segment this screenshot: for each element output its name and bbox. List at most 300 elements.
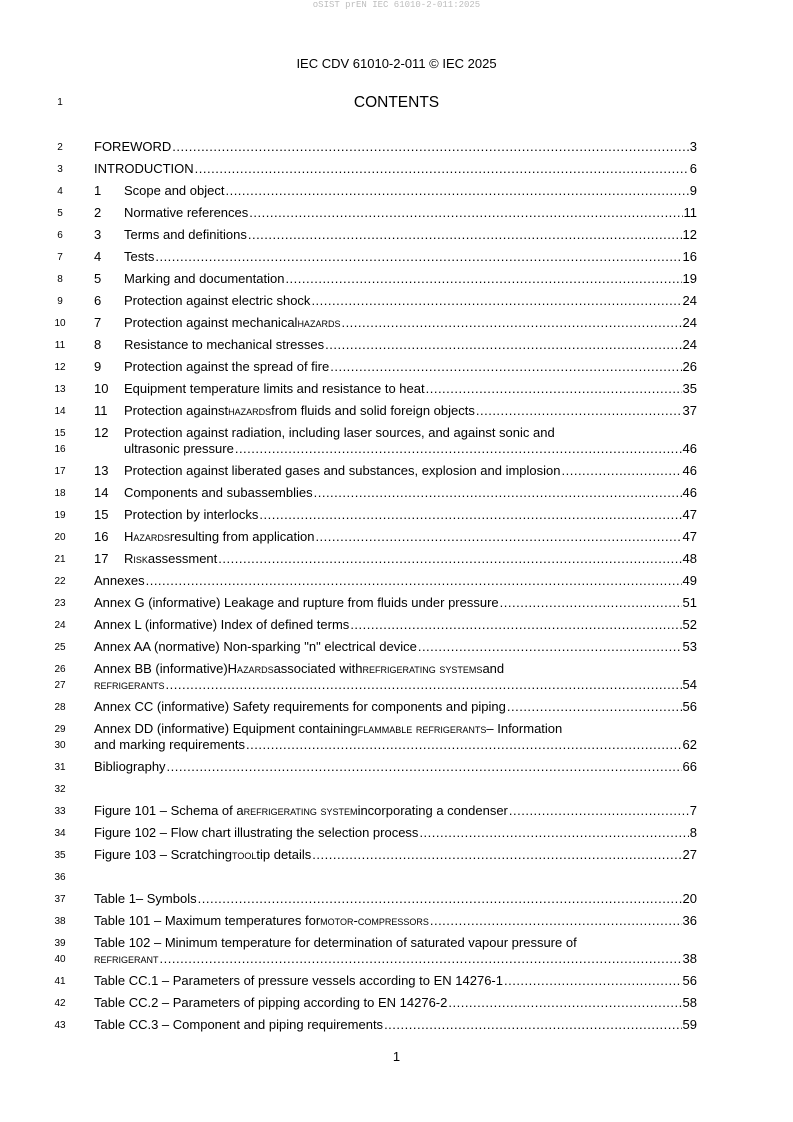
entry-title: Protection against mechanical — [124, 315, 298, 330]
line-number: 35 — [54, 850, 66, 861]
dot-leader — [146, 573, 682, 589]
toc-line — [0, 507, 793, 523]
line-number: 17 — [54, 466, 66, 477]
line-number: 34 — [54, 828, 66, 839]
entry-title: Table CC.3 – Component and piping requirements — [94, 1017, 384, 1032]
toc-line — [0, 403, 793, 419]
page-ref[interactable]: 3 — [689, 139, 697, 154]
toc-entry[interactable] — [0, 315, 793, 337]
toc-line — [0, 485, 793, 501]
page-ref[interactable]: 52 — [682, 617, 697, 632]
toc-entry-text[interactable] — [94, 271, 697, 287]
toc-line — [0, 935, 793, 951]
clause-number: 1 — [94, 183, 102, 198]
toc-line — [0, 205, 793, 221]
page-ref[interactable]: 58 — [682, 995, 697, 1010]
toc-line — [0, 551, 793, 567]
toc-entry — [0, 781, 793, 803]
toc-entry[interactable] — [0, 359, 793, 381]
page-ref[interactable]: 11 — [683, 205, 697, 220]
line-number: 5 — [57, 208, 63, 219]
toc-line — [0, 617, 793, 633]
dot-leader — [330, 359, 681, 375]
clause-number: 16 — [94, 529, 109, 544]
defined-term: refrigerating system — [243, 803, 358, 818]
entry-title: Protection against liberated gases and substances, explosion and implosion — [124, 463, 561, 478]
toc-line — [0, 759, 793, 775]
line-number: 29 — [54, 724, 66, 735]
toc-entry[interactable] — [0, 551, 793, 573]
dot-leader — [311, 293, 681, 309]
entry-title: Figure 102 – Flow chart illustrating the selection process — [94, 825, 419, 840]
toc-entry[interactable] — [0, 995, 793, 1017]
dot-leader — [384, 1017, 681, 1033]
line-number: 13 — [54, 384, 66, 395]
page-ref[interactable]: 49 — [682, 573, 697, 588]
toc-line — [0, 781, 793, 797]
toc-line — [0, 737, 793, 753]
line-number: 24 — [54, 620, 66, 631]
dot-leader — [504, 973, 682, 989]
page-ref[interactable]: 19 — [682, 271, 697, 286]
page-ref[interactable]: 24 — [682, 337, 697, 352]
toc-entry-text[interactable] — [94, 337, 697, 353]
entry-title: and — [482, 661, 505, 676]
toc-line — [0, 639, 793, 655]
line-number: 39 — [54, 938, 66, 949]
toc-line — [0, 825, 793, 841]
toc-line — [0, 869, 793, 885]
toc-entry[interactable] — [0, 935, 793, 973]
toc-line — [0, 913, 793, 929]
toc-entry-text[interactable] — [94, 139, 697, 155]
toc-entry[interactable] — [0, 973, 793, 995]
dot-leader — [218, 551, 681, 567]
entry-title: ultrasonic pressure — [124, 441, 234, 456]
defined-term: flammable refrigerants — [357, 721, 487, 736]
clause-number: 2 — [94, 205, 102, 220]
toc-entry-text[interactable] — [94, 721, 697, 737]
toc-line — [0, 847, 793, 863]
page-ref[interactable]: 8 — [689, 825, 697, 840]
entry-title: Protection against — [124, 403, 229, 418]
toc-entry[interactable] — [0, 271, 793, 293]
toc-entry[interactable] — [0, 595, 793, 617]
dot-leader — [285, 271, 681, 287]
line-number: 27 — [54, 680, 66, 691]
toc-line — [0, 359, 793, 375]
toc-line — [0, 1017, 793, 1033]
toc-entry-text[interactable] — [94, 935, 697, 951]
toc-entry[interactable] — [0, 759, 793, 781]
line-number: 2 — [57, 142, 63, 153]
entry-title: Annex CC (informative) Safety requirements for components and piping — [94, 699, 506, 714]
dot-leader — [562, 463, 682, 479]
entry-title: Protection against electric shock — [124, 293, 311, 308]
entry-title: Table CC.2 – Parameters of pipping according to EN 14276-2 — [94, 995, 448, 1010]
entry-title: Protection against radiation, including laser sources, and against sonic and — [124, 425, 555, 440]
entry-title: Marking and documentation — [124, 271, 285, 286]
dot-leader — [235, 441, 682, 457]
toc-entry-text[interactable] — [94, 737, 697, 753]
toc-line — [0, 677, 793, 693]
toc-entry-text[interactable] — [94, 677, 697, 693]
dot-leader — [166, 677, 682, 693]
defined-term: Hazards — [124, 529, 170, 544]
toc-line — [0, 973, 793, 989]
entry-title: Protection by interlocks — [124, 507, 259, 522]
toc-entry[interactable] — [0, 485, 793, 507]
toc-entry-text[interactable] — [94, 995, 697, 1011]
toc-entry-text[interactable] — [94, 803, 697, 819]
line-number: 28 — [54, 702, 66, 713]
page-ref[interactable]: 46 — [682, 463, 697, 478]
toc-entry[interactable] — [0, 913, 793, 935]
entry-title: Table 1– Symbols — [94, 891, 197, 906]
line-number: 11 — [54, 340, 66, 351]
entry-title: Tests — [124, 249, 155, 264]
clause-number: 3 — [94, 227, 102, 242]
entry-title: Normative references — [124, 205, 249, 220]
clause-number: 17 — [94, 551, 109, 566]
toc-entry[interactable] — [0, 803, 793, 825]
dot-leader — [312, 847, 681, 863]
toc-entry[interactable] — [0, 507, 793, 529]
toc-line — [0, 425, 793, 441]
page-ref[interactable]: 6 — [689, 161, 697, 176]
toc-entry-text[interactable] — [94, 759, 697, 775]
entry-title: Equipment temperature limits and resistance to heat — [124, 381, 425, 396]
dot-leader — [350, 617, 681, 633]
toc-line — [0, 661, 793, 677]
entry-title: from fluids and solid foreign objects — [271, 403, 475, 418]
line-number: 30 — [54, 740, 66, 751]
toc-entry-text[interactable] — [94, 425, 697, 441]
defined-term: Hazards — [227, 661, 274, 676]
line-number: 8 — [57, 274, 63, 285]
toc-entry[interactable] — [0, 1017, 793, 1039]
line-number: 3 — [57, 164, 63, 175]
clause-number: 11 — [94, 403, 108, 418]
page-ref[interactable]: 56 — [682, 973, 697, 988]
dot-leader — [418, 639, 682, 655]
toc-line — [0, 441, 793, 457]
toc-entry-text[interactable] — [94, 617, 697, 633]
toc-entry-text[interactable] — [94, 1017, 697, 1033]
toc-entry[interactable] — [0, 161, 793, 183]
page-ref[interactable]: 66 — [682, 759, 697, 774]
toc-entry[interactable] — [0, 847, 793, 869]
dot-leader — [246, 737, 682, 753]
defined-term: Risk — [124, 551, 148, 566]
line-number: 10 — [54, 318, 66, 329]
line-number: 40 — [54, 954, 66, 965]
entry-title: Protection against the spread of fire — [124, 359, 330, 374]
toc-entry[interactable] — [0, 617, 793, 639]
toc-entry-text[interactable] — [94, 485, 697, 501]
page-ref[interactable]: 51 — [682, 595, 697, 610]
line-number: 20 — [54, 532, 66, 543]
dot-leader — [476, 403, 682, 419]
entry-title: and marking requirements — [94, 737, 246, 752]
defined-term: refrigerating systems — [362, 661, 483, 676]
page-ref[interactable]: 56 — [682, 699, 697, 714]
toc-line — [0, 529, 793, 545]
entry-title: Annex AA (normative) Non-sparking "n" electrical device — [94, 639, 417, 654]
entry-title: Table CC.1 – Parameters of pressure vessels according to EN 14276-1 — [94, 973, 503, 988]
dot-leader — [426, 381, 682, 397]
toc-entry-text[interactable] — [94, 227, 697, 243]
entry-title: Resistance to mechanical stresses — [124, 337, 325, 352]
dot-leader — [509, 803, 689, 819]
clause-number: 6 — [94, 293, 102, 308]
dot-leader — [198, 891, 682, 907]
dot-leader — [172, 139, 688, 155]
page-ref[interactable]: 16 — [682, 249, 697, 264]
page-ref[interactable]: 47 — [682, 529, 697, 544]
entry-title: FOREWORD — [94, 139, 172, 154]
toc-entry-text[interactable] — [94, 381, 697, 397]
page-ref[interactable]: 20 — [682, 891, 697, 906]
toc-entry-text[interactable] — [94, 573, 697, 589]
defined-term: motor-compressors — [320, 913, 429, 928]
toc-entry[interactable] — [0, 381, 793, 403]
dot-leader — [507, 699, 682, 715]
toc-entry-text[interactable] — [94, 161, 697, 177]
page-ref[interactable]: 24 — [682, 315, 697, 330]
dot-leader — [419, 825, 688, 841]
toc-entry[interactable] — [0, 529, 793, 551]
defined-term: refrigerants — [94, 677, 165, 692]
line-number: 16 — [54, 444, 66, 455]
toc-line — [0, 803, 793, 819]
toc-entry-text[interactable] — [94, 825, 697, 841]
toc-entry-text[interactable] — [94, 205, 697, 221]
toc-entry-text[interactable] — [94, 847, 697, 863]
dot-leader — [430, 913, 682, 929]
toc-entry[interactable] — [0, 825, 793, 847]
line-number: 23 — [54, 598, 66, 609]
line-number: 12 — [54, 362, 66, 373]
entry-title: Bibliography — [94, 759, 166, 774]
entry-title: Table 101 – Maximum temperatures for — [94, 913, 321, 928]
toc-entry[interactable] — [0, 293, 793, 315]
toc-entry[interactable] — [0, 639, 793, 661]
page-ref[interactable]: 47 — [682, 507, 697, 522]
toc-entry[interactable] — [0, 721, 793, 759]
toc-entry[interactable] — [0, 227, 793, 249]
toc-line — [0, 249, 793, 265]
page-ref[interactable]: 24 — [682, 293, 697, 308]
line-number: 9 — [57, 296, 63, 307]
toc-entry-text[interactable] — [94, 315, 697, 331]
page-ref[interactable]: 37 — [682, 403, 697, 418]
clause-number: 14 — [94, 485, 109, 500]
clause-number: 13 — [94, 463, 109, 478]
toc-line — [0, 183, 793, 199]
line-number: 18 — [54, 488, 66, 499]
toc-line — [0, 293, 793, 309]
toc-line — [0, 573, 793, 589]
entry-title: Figure 101 – Schema of a — [94, 803, 244, 818]
indent — [94, 441, 124, 457]
toc-entry[interactable] — [0, 425, 793, 463]
line-number: 14 — [54, 406, 66, 417]
defined-term: refrigerant — [94, 951, 159, 966]
toc-entry-text[interactable] — [94, 529, 697, 545]
page-ref[interactable]: 12 — [682, 227, 697, 242]
entry-title: Terms and definitions — [124, 227, 247, 242]
toc-entry[interactable] — [0, 205, 793, 227]
dot-leader — [448, 995, 681, 1011]
dot-leader — [160, 951, 682, 967]
page-ref[interactable]: 26 — [682, 359, 697, 374]
page-ref[interactable]: 9 — [689, 183, 697, 198]
line-number: 4 — [57, 186, 63, 197]
toc-entry[interactable] — [0, 699, 793, 721]
toc-entry-text[interactable] — [94, 661, 697, 677]
toc-entry-text[interactable] — [94, 595, 697, 611]
page-ref[interactable]: 62 — [682, 737, 697, 752]
dot-leader — [248, 227, 682, 243]
toc-entry[interactable] — [0, 661, 793, 699]
line-number: 7 — [57, 252, 63, 263]
line-number: 42 — [54, 998, 66, 1009]
toc-line — [0, 271, 793, 287]
toc-entry-text[interactable] — [94, 551, 697, 567]
dot-leader — [155, 249, 681, 265]
line-number: 15 — [54, 428, 66, 439]
line-number: 41 — [54, 976, 66, 987]
toc-entry-text[interactable] — [94, 183, 697, 199]
entry-title: Annex DD (informative) Equipment containing — [94, 721, 358, 736]
entry-title: – Information — [486, 721, 563, 736]
toc-line — [0, 139, 793, 155]
page-ref[interactable]: 53 — [682, 639, 697, 654]
toc-line — [0, 951, 793, 967]
toc-entry-text[interactable] — [94, 249, 697, 265]
entry-title: Components and subassemblies — [124, 485, 313, 500]
dot-leader — [314, 485, 682, 501]
page-ref[interactable]: 46 — [682, 485, 697, 500]
dot-leader — [249, 205, 682, 221]
line-number: 33 — [54, 806, 66, 817]
page-ref[interactable]: 36 — [682, 913, 697, 928]
toc-line — [0, 381, 793, 397]
clause-number: 10 — [94, 381, 109, 396]
clause-number: 7 — [94, 315, 102, 330]
toc-entry[interactable] — [0, 249, 793, 271]
entry-title: Table 102 – Minimum temperature for determination of saturated vapour pressure of — [94, 935, 577, 950]
line-number: 6 — [57, 230, 63, 241]
line-number: 22 — [54, 576, 66, 587]
toc-entry-text[interactable] — [94, 639, 697, 655]
entry-title: Figure 103 – Scratching — [94, 847, 233, 862]
toc-entry-text[interactable] — [94, 463, 697, 479]
toc-line — [0, 721, 793, 737]
entry-title: incorporating a condenser — [357, 803, 508, 818]
toc-entry[interactable] — [0, 891, 793, 913]
line-number: 37 — [54, 894, 66, 905]
toc-entry[interactable] — [0, 337, 793, 359]
dot-leader — [225, 183, 688, 199]
watermark: oSIST prEN IEC 61010-2-011:2025 — [312, 0, 481, 10]
toc-entry-text[interactable] — [94, 293, 697, 309]
toc-entry — [0, 869, 793, 891]
line-number: 21 — [54, 554, 66, 565]
dot-leader — [315, 529, 681, 545]
page-ref[interactable]: 35 — [682, 381, 697, 396]
entry-title: assessment — [147, 551, 218, 566]
line-number: 43 — [54, 1020, 66, 1031]
entry-title: associated with — [273, 661, 363, 676]
entry-title: Annex G (informative) Leakage and rupture from fluids under pressure — [94, 595, 499, 610]
clause-number: 5 — [94, 271, 102, 286]
entry-title: Annex BB (informative) — [94, 661, 228, 676]
entry-title: Scope and object — [124, 183, 225, 198]
dot-leader — [167, 759, 682, 775]
page-ref[interactable]: 46 — [682, 441, 697, 456]
toc-line — [0, 337, 793, 353]
toc-line — [0, 227, 793, 243]
toc-entry-text[interactable] — [94, 359, 697, 375]
page-ref[interactable]: 7 — [689, 803, 697, 818]
page-ref[interactable]: 54 — [682, 677, 697, 692]
toc-entry-text[interactable] — [94, 507, 697, 523]
dot-leader — [500, 595, 682, 611]
toc-entry-text[interactable] — [94, 951, 697, 967]
toc-entry-text[interactable] — [94, 699, 697, 715]
page-ref[interactable]: 27 — [682, 847, 697, 862]
dot-leader — [341, 315, 681, 331]
toc-line — [0, 595, 793, 611]
page-ref[interactable]: 38 — [682, 951, 697, 966]
page-ref[interactable]: 48 — [682, 551, 697, 566]
line-number: 19 — [54, 510, 66, 521]
dot-leader — [195, 161, 689, 177]
defined-term: hazards — [297, 315, 341, 330]
toc-line — [0, 699, 793, 715]
line-number: 36 — [54, 872, 66, 883]
clause-number: 8 — [94, 337, 102, 352]
toc-entry-text[interactable] — [94, 973, 697, 989]
toc-entry-text[interactable] — [94, 913, 697, 929]
defined-term: tool — [232, 847, 257, 862]
line-number: 1 — [57, 97, 63, 108]
page-ref[interactable]: 59 — [682, 1017, 697, 1032]
clause-number: 12 — [94, 425, 109, 440]
line-number: 26 — [54, 664, 66, 675]
clause-number: 9 — [94, 359, 102, 374]
line-number: 38 — [54, 916, 66, 927]
toc-entry-text[interactable] — [94, 441, 697, 457]
toc-line — [0, 161, 793, 177]
page-number: 1 — [392, 1049, 401, 1064]
toc-entry[interactable] — [0, 183, 793, 205]
toc-line — [0, 315, 793, 331]
line-number: 32 — [54, 784, 66, 795]
toc-entry-text[interactable] — [94, 403, 697, 419]
toc-entry[interactable] — [0, 403, 793, 425]
toc-entry[interactable] — [0, 573, 793, 595]
entry-title: resulting from application — [169, 529, 315, 544]
clause-number: 4 — [94, 249, 102, 264]
toc-entry-text[interactable] — [94, 891, 697, 907]
document-header: IEC CDV 61010-2-011 © IEC 2025 — [296, 56, 497, 71]
toc-entry[interactable] — [0, 463, 793, 485]
line-number: 25 — [54, 642, 66, 653]
toc-entry[interactable] — [0, 139, 793, 161]
